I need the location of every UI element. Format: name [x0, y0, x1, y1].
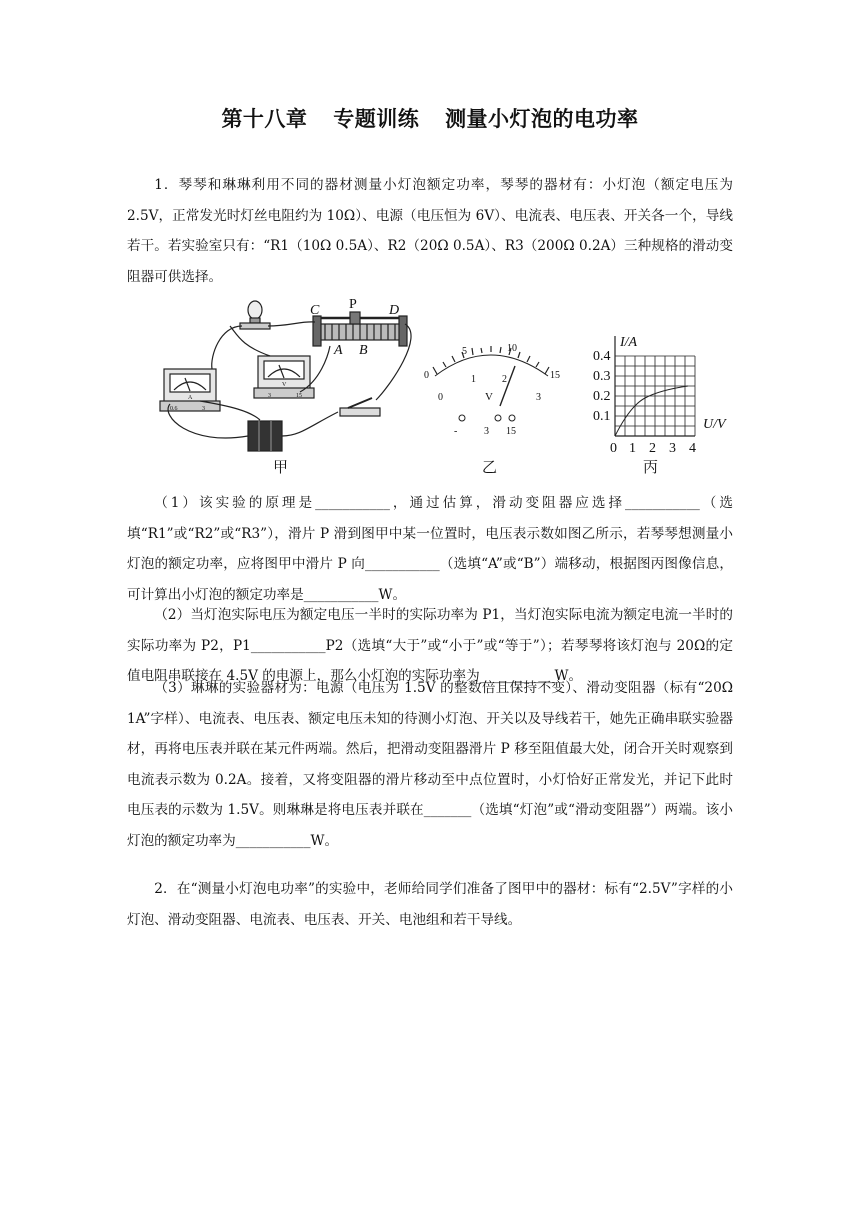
y-axis-label: I/A	[620, 335, 638, 350]
x-tick-label: 2	[649, 441, 656, 456]
chapter-label: 第十八章	[221, 107, 308, 131]
terminal-icon	[509, 415, 515, 421]
scale-top-label: 5	[462, 346, 467, 357]
dial-ticks	[433, 346, 549, 374]
question-text: 琴琴和琳琳利用不同的器材测量小灯泡额定功率，琴琴的器材有：小灯泡（额定电压为 2.5V，正常发光时灯丝电阻约为 10Ω）、电源（电压恒为 6V）、电流表、电压表、开关各一个，导线若干。若实验室只有：“R1（10Ω 0.5A）、R2（20Ω 0.5A）、R3（200Ω 0.2A）三种规格的滑动变阻器可供选择。	[127, 177, 733, 285]
scale-top-label: 0	[424, 370, 429, 381]
terminal-icon	[459, 415, 465, 421]
ammeter-terminal-label: 0.6	[170, 406, 178, 412]
iu-curve	[615, 386, 688, 436]
y-tick-label: 0.3	[593, 369, 611, 384]
x-tick-label: 0	[610, 441, 617, 456]
question-text: 在“测量小灯泡电功率”的实验中，老师给同学们准备了图甲中的器材：标有“2.5V”字样的小灯泡、滑动变阻器、电流表、电压表、开关、电池组和若干导线。	[127, 881, 733, 928]
scale-top-label: 10	[507, 343, 517, 354]
x-axis-label: U/V	[703, 417, 726, 432]
voltmeter-unit-label: V	[282, 382, 287, 388]
caption-yi: 乙	[482, 458, 498, 476]
scale-top-label: 15	[550, 370, 560, 381]
wire	[212, 326, 242, 369]
wire	[282, 412, 338, 436]
y-tick-label: 0.4	[593, 349, 611, 364]
terminal-label: -	[454, 426, 458, 437]
x-tick-label: 4	[689, 441, 696, 456]
wire	[268, 322, 315, 326]
label-P: P	[349, 297, 357, 312]
figure-group	[150, 296, 726, 481]
battery-icon	[248, 421, 282, 451]
scale-bottom-label: 3	[536, 392, 541, 403]
label-C: C	[310, 303, 320, 318]
scale-bottom-label: 2	[502, 374, 507, 385]
voltmeter-icon	[254, 356, 314, 398]
lamp-icon	[240, 301, 270, 329]
dial-arc	[435, 355, 548, 376]
dial-needle	[500, 366, 515, 406]
dial-unit: V	[485, 391, 493, 403]
circuit-diagram	[160, 301, 411, 451]
y-tick-label: 0.2	[593, 389, 611, 404]
question-1-part-2: （2）当灯泡实际电压为额定电压一半时的实际功率为 P1，当灯泡实际电流为额定电流一半时的实际功率为 P2，P1___________P2（选填“大于”或“小于”或“等于”）；若琴琴将该灯泡与 20Ω的定值电阻串联接在 4.5V 的电源上，那么小灯泡的实际功率为___________W。	[127, 607, 733, 684]
switch-icon	[340, 398, 380, 416]
question-1-part-1: （1）该实验的原理是___________，通过估算，滑动变阻器应选择___________（选填“R1”或“R2”或“R3”），滑片 P 滑到图甲中某一位置时，电压表示数如图乙所示，若琴琴想测量小灯泡的额定功率，应将图甲中滑片 P 向___________（选填“A”或“B”）端移动，根据图丙图像信息，可计算出小灯泡的额定功率是___________W。	[127, 495, 733, 603]
x-tick-label: 1	[629, 441, 636, 456]
topic-label: 测量小灯泡的电功率	[445, 107, 639, 131]
ammeter-terminal-label: 3	[202, 406, 205, 412]
label-A: A	[334, 343, 343, 358]
caption-jia: 甲	[273, 458, 289, 476]
voltmeter-dial	[433, 346, 549, 421]
scale-bottom-label: 1	[471, 374, 476, 385]
label-B: B	[359, 343, 368, 358]
voltmeter-terminal-label: 3	[268, 393, 271, 399]
iu-graph	[615, 336, 695, 436]
terminal-label: 3	[484, 426, 489, 437]
terminal-icon	[495, 415, 501, 421]
terminal-label: 15	[506, 426, 516, 437]
section-label: 专题训练	[333, 107, 420, 131]
question-1-part-3: （3）琳琳的实验器材为：电源（电压为 1.5V 的整数倍且保持不变）、滑动变阻器（标有“20Ω 1A”字样）、电流表、电压表、额定电压未知的待测小灯泡、开关以及导线若干，她先正确串联实验器材，再将电压表并联在某元件两端。然后，把滑动变阻器滑片 P 移至阻值最大处，闭合开关时观察到电流表示数为 0.2A。接着，又将变阻器的滑片移动至中点位置时，小灯恰好正常发光，并记下此时电压表的示数为 1.5V。则琳琳是将电压表并联在_______（选填“灯泡”或“滑动变阻器”）两端。该小灯泡的额定功率为___________W。	[127, 680, 747, 849]
wire	[230, 326, 270, 356]
question-number: 2．	[154, 881, 177, 897]
question-2-stem	[127, 874, 733, 935]
y-tick-label: 0.1	[593, 409, 611, 424]
caption-bing: 丙	[643, 458, 659, 476]
figure-drawing	[150, 296, 726, 481]
page-title	[0, 103, 860, 133]
question-1-stem	[127, 170, 733, 292]
voltmeter-terminal-label: 15	[296, 393, 302, 399]
dial-labels	[424, 343, 560, 437]
graph-labels	[593, 335, 727, 456]
label-D: D	[389, 303, 400, 318]
question-number: 1．	[154, 177, 179, 193]
scale-bottom-label: 0	[438, 392, 443, 403]
ammeter-unit-label: A	[188, 395, 193, 401]
x-tick-label: 3	[669, 441, 676, 456]
graph-grid	[615, 356, 695, 436]
